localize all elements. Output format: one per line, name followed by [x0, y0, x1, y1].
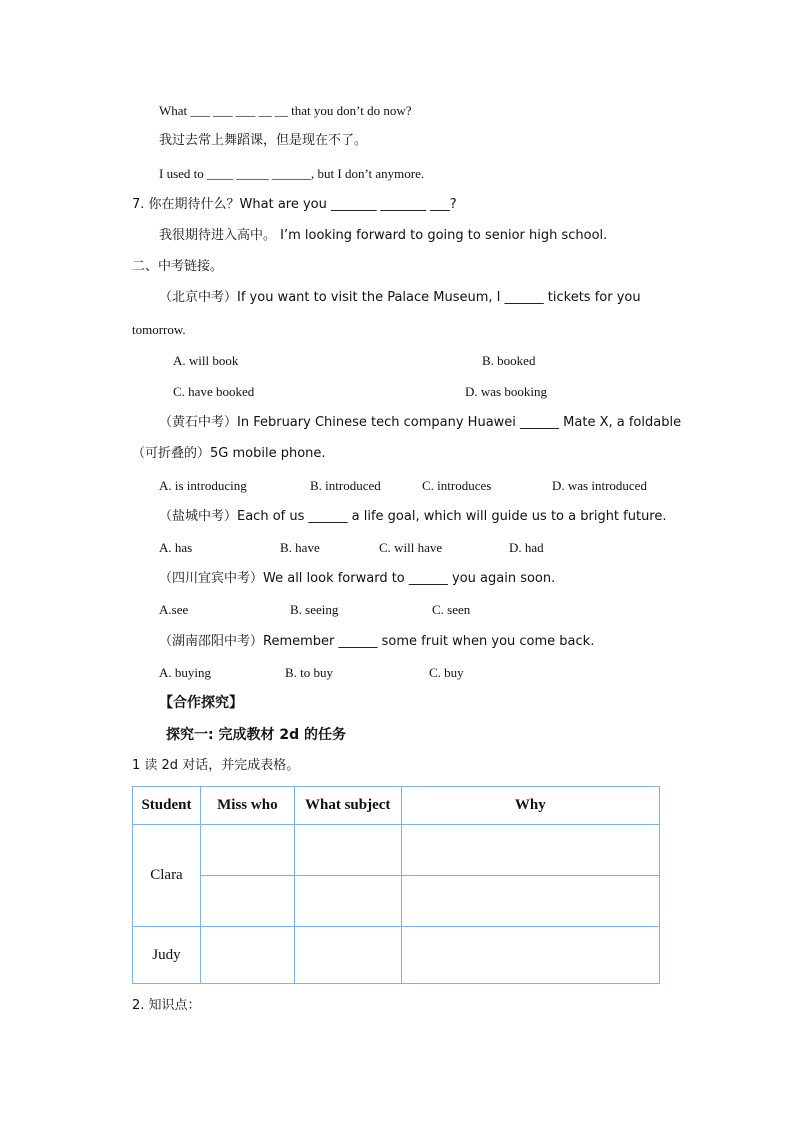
question-text: （盐城中考）Each of us ______ a life goal, which will guide us to a bright future. — [159, 509, 667, 524]
text-line: What ___ ___ ___ __ __ that you don’t do now? — [159, 103, 412, 118]
answer-cell[interactable] — [401, 876, 659, 927]
task-instruction: 2. 知识点： — [132, 998, 201, 1013]
option: C. buy — [429, 665, 464, 680]
question-text: （四川宜宾中考）We all look forward to ______ you again soon. — [159, 571, 556, 586]
option: D. had — [509, 540, 544, 555]
answer-cell[interactable] — [294, 825, 401, 876]
text-line: 我很期待进入高中。 I’m looking forward to going to senior high school. — [159, 228, 608, 243]
answer-cell[interactable] — [200, 927, 294, 984]
option: C. introduces — [422, 478, 492, 493]
answer-table — [132, 786, 660, 984]
answer-cell[interactable] — [401, 825, 659, 876]
section-heading: 二、中考链接。 — [132, 259, 224, 274]
table-row — [133, 876, 660, 927]
text-line: 我过去常上舞蹈课，但是现在不了。 — [159, 133, 368, 148]
header-student: Student — [133, 787, 201, 825]
task-instruction: 1 读 2d 对话，并完成表格。 — [132, 758, 300, 773]
text-line: I used to ____ _____ ______, but I don’t anymore. — [159, 166, 425, 181]
header-miss-who: Miss who — [200, 787, 294, 825]
option: A. will book — [173, 353, 239, 368]
question-text: （湖南邵阳中考）Remember ______ some fruit when you come back. — [159, 634, 595, 649]
option: C. have booked — [173, 384, 255, 399]
option: A.see — [159, 602, 189, 617]
answer-cell[interactable] — [294, 876, 401, 927]
option: A. is introducing — [159, 478, 247, 493]
option: A. buying — [159, 665, 211, 680]
table-header-row — [133, 787, 660, 825]
option: B. booked — [482, 353, 536, 368]
answer-cell[interactable] — [200, 825, 294, 876]
option: C. seen — [432, 602, 471, 617]
header-what-subject: What subject — [294, 787, 401, 825]
question-text: （可折叠的）5G mobile phone. — [132, 446, 326, 461]
student-name: Judy — [133, 927, 201, 984]
table-row — [133, 927, 660, 984]
question-text: （黄石中考）In February Chinese tech company Huawei ______ Mate X, a foldable — [159, 415, 682, 430]
option: B. to buy — [285, 665, 334, 680]
header-why: Why — [401, 787, 659, 825]
option: A. has — [159, 540, 193, 555]
question-text: （北京中考）If you want to visit the Palace Museum, I ______ tickets for you — [159, 290, 641, 305]
option: D. was booking — [465, 384, 547, 399]
answer-cell[interactable] — [200, 876, 294, 927]
table-row — [133, 825, 660, 876]
student-name: Clara — [133, 825, 201, 927]
option: C. will have — [379, 540, 443, 555]
option: B. introduced — [310, 478, 381, 493]
subsection-heading: 探究一: 完成教材 2d 的任务 — [166, 727, 346, 743]
option: B. have — [280, 540, 320, 555]
option: B. seeing — [290, 602, 339, 617]
option: D. was introduced — [552, 478, 647, 493]
text-line: 7. 你在期待什么？What are you _______ _______ ___? — [132, 197, 457, 212]
question-text: tomorrow. — [132, 322, 186, 337]
answer-cell[interactable] — [294, 927, 401, 984]
section-heading: 【合作探究】 — [159, 695, 243, 711]
answer-cell[interactable] — [401, 927, 659, 984]
